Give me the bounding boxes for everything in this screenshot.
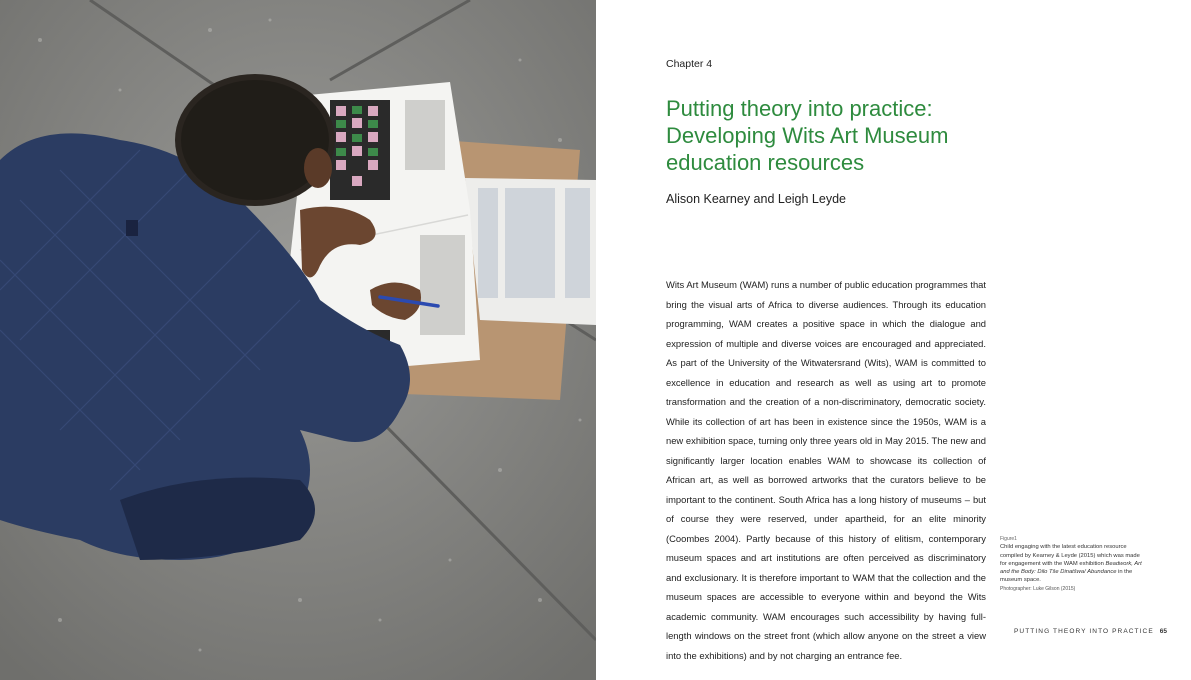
page-number: 65 bbox=[1159, 628, 1167, 635]
paper-text-lines bbox=[478, 188, 590, 298]
jacket-detail bbox=[126, 220, 138, 236]
chapter-authors: Alison Kearney and Leigh Leyde bbox=[666, 192, 846, 206]
photo-credit: Photographer: Luke Gilson (2015) bbox=[1000, 585, 1076, 592]
running-head: PUTTING THEORY INTO PRACTICE bbox=[1014, 628, 1154, 635]
figure-caption bbox=[1000, 535, 1148, 593]
chapter-title-line: Putting theory into practice: bbox=[666, 96, 933, 121]
chapter-title-line: Developing Wits Art Museum bbox=[666, 123, 949, 148]
caption-text-after: in the museum space. bbox=[1000, 569, 1133, 584]
beadwork-pattern bbox=[330, 100, 390, 200]
child-hair bbox=[181, 80, 329, 200]
chapter-title-line: education resources bbox=[666, 150, 865, 175]
caption-body bbox=[1000, 543, 1148, 584]
body-paragraph: Wits Art Museum (WAM) runs a number of public education programmes that bring the visual arts of Africa to diverse audiences. Through its education programming, WAM creates a positive space in which the dialogue and expression of multiple and diverse voices are encouraged and appreciated. As part of the University of the Witwatersrand (Wits), WAM is committed to excellence in education and research as well as using art to promote transformation and the creation of a non-discriminatory, democratic society. While its collection of art has been in existence since the 1950s, WAM is a new exhibition space, turning only three years old in May 2015. The new and significantly larger location enables WAM to showcase its collection of African art, as well as borrowed artworks that the curators believe to be important to the continent. South Africa has a long history of museums – but of course they were reserved, under apartheid, for an elite minority (Coombes 2004). Partly because of this history of elitism, contemporary museum spaces and art institutions are often perceived as discriminatory and exclusionary. It is therefore important to WAM that the collection and the museum spaces are accessible to everyone within and beyond the Wits academic community. WAM encourages such accessibility by having full-length windows on the street front (which allow anyone on the street a view into the exhibitions) and by not charging an entrance fee. bbox=[666, 279, 986, 661]
caption-exhibition-title: Beadwork, Art and the Body: Dilo Tše Dinatšwa/ Abundance bbox=[1000, 560, 1142, 576]
chapter-title bbox=[666, 95, 1026, 176]
child-ear bbox=[304, 148, 332, 188]
chapter-label: Chapter 4 bbox=[666, 58, 713, 70]
caption-text: Child engaging with the latest education resource compiled by Kearney & Leyde (2015) which was made for engagement with the WAM exhibition bbox=[1000, 544, 1140, 567]
figure-label: Figure1 bbox=[1000, 536, 1017, 542]
text-page bbox=[596, 0, 1191, 680]
page-footer bbox=[1014, 628, 1167, 635]
